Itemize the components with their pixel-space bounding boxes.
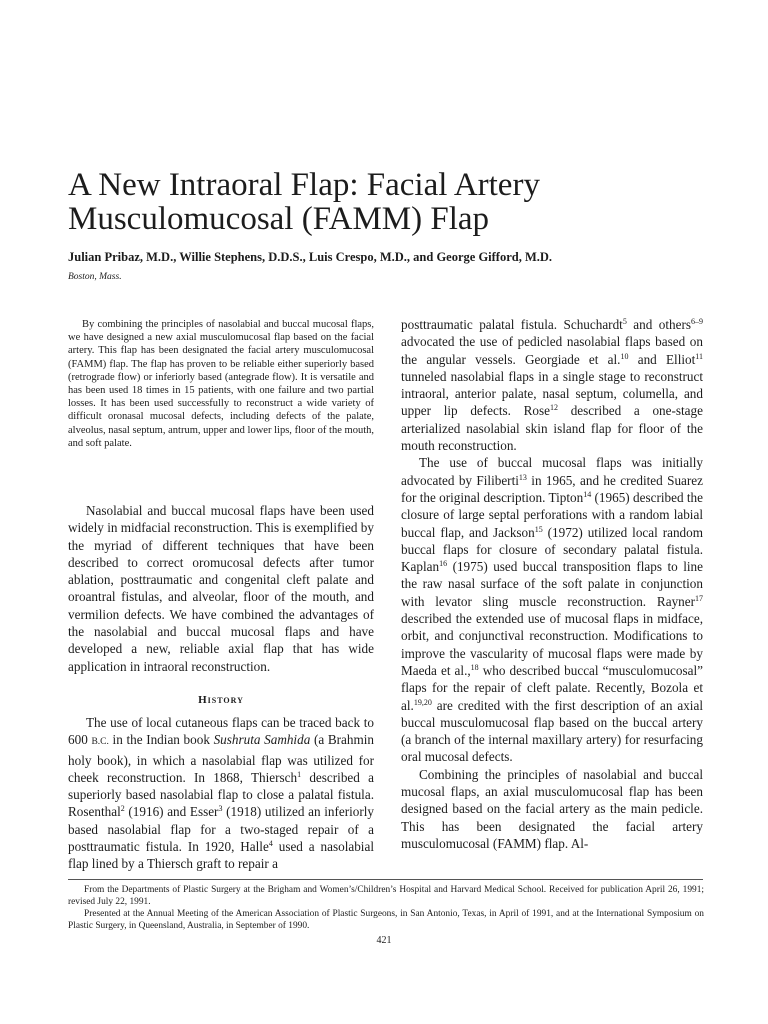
introduction bbox=[68, 502, 374, 675]
author-list: Julian Pribaz, M.D., Willie Stephens, D.D.S., Luis Crespo, M.D., and George Gifford, M.D. bbox=[68, 250, 553, 264]
reference-marker: 17 bbox=[695, 593, 703, 603]
footnotes bbox=[68, 884, 704, 932]
book-title: Sushruta Samhida bbox=[213, 732, 311, 748]
footnote-divider bbox=[68, 879, 703, 880]
reference-marker: 5 bbox=[622, 317, 627, 326]
reference-marker: 13 bbox=[518, 472, 527, 482]
right-paragraph-2: The use of buccal mucosal flaps was initially advocated by Filiberti$^{13}$ in 1965, and he credited Suarez for the original description. Tipton$^{14}$ (1965) described the closure of large septal perforations with a random labial buccal flap, and Jackson$^{15}$ (1972) utilized local random buccal flaps for closure of secondary palatal fistula. Kaplan$^{16}$ (1975) used buccal transposition flaps to line the raw nasal surface of the soft palate in conjunction with levator sling muscle reconstruction. Rayner$^{17}$ described the extended use of mucosal flaps in midface, orbit, and conjunctival reconstruction. Modifications to improve the vascularity of mucosal flaps were made by Maeda et al.,$^{18}$ who described buccal “musculomucosal” flaps for the repair of cleft palate. Recently, Bozola et al.$^{19,20}$ are credited with the first description of an axial buccal musculomucosal flap based on the buccal artery (a branch of the internal maxillary artery) for resurfacing oral mucosal defects. bbox=[401, 455, 703, 765]
reference-marker: 6–9 bbox=[691, 317, 703, 326]
right-column bbox=[401, 316, 703, 852]
right-paragraph-1: posttraumatic palatal fistula. Schuchardt$^5$ and others$^{6-9}$ advocated the use of pedicled nasolabial flaps based on the angular vessels. Georgiade et al.$^{10}$ and Elliot$^{11}$ tunneled nasolabial flaps in a single stage to reconstruct intraoral, anterior palate, nasal septum, columella, and upper lip defects. Rose$^{12}$ described a one-stage arterialized nasolabial skin island flap for floor of the mouth reconstruction. bbox=[401, 317, 703, 454]
intro-paragraph: Nasolabial and buccal mucosal flaps have been used widely in midfacial reconstruction. This is exemplified by the myriad of different techniques that have been described to correct oromucosal defects after tumor ablation, posttraumatic and congenital cleft palate and oroantral fistulas, and alveolar, floor of the mouth, and vermilion defects. We have combined the advantages of the nasolabial and buccal mucosal flaps and have developed a new, reliable axial flap that has wide application in intraoral reconstruction. bbox=[68, 503, 374, 674]
reference-marker: 1 bbox=[297, 769, 302, 779]
reference-marker: 14 bbox=[583, 489, 592, 499]
page-number: 421 bbox=[376, 935, 392, 946]
section-heading-history: History bbox=[198, 694, 244, 706]
abstract bbox=[68, 318, 374, 450]
reference-marker: 11 bbox=[695, 351, 703, 361]
abstract-text: By combining the principles of nasolabial and buccal mucosal flaps, we have designed a new axial musculomucosal flap based on the facial artery. This flap has been designated the facial artery musculomucosal (FAMM) flap. The flap has proven to be reliable either superiorly based (retrograde flow) or inferiorly based (antegrade flow). It is versatile and has been used 18 times in 15 patients, with one failure and two partial losses. It has been used successfully to reconstruct a wide variety of difficult oronasal mucosal defects, including defects of the palate, alveolus, nasal septum, antrum, upper and lower lips, floor of the mouth, and soft palate. bbox=[68, 319, 374, 449]
article-title bbox=[68, 168, 708, 236]
reference-marker: 12 bbox=[550, 403, 559, 413]
reference-marker: 15 bbox=[534, 524, 543, 534]
reference-marker: 4 bbox=[268, 839, 273, 849]
reference-marker: 2 bbox=[120, 804, 125, 814]
history-paragraph: The use of local cutaneous flaps can be traced back to 600 B.C. in the Indian book Sushruta Samhida (a Brahmin holy book), in which a nasolabial flap was utilized for cheek reconstruction. In 1868, Thiersch$^1$ described a superiorly based nasolabial flap to close a palatal fistula. Rosenthal$^2$ (1916) and Esser$^3$ (1918) utilized an inferiorly based nasolabial flap for a two-staged repair of a posttraumatic fistula. In 1920, Halle$^4$ used a nasolabial flap lined by a Thiersch graft to repair a bbox=[68, 715, 374, 872]
reference-marker: 18 bbox=[470, 662, 479, 672]
reference-marker: 3 bbox=[218, 804, 223, 814]
footnote-affiliation: From the Departments of Plastic Surgery at the Brigham and Women’s/Children’s Hospital and Harvard Medical School. Received for publication April 26, 1991; revised July 22, 1991. bbox=[68, 885, 704, 907]
history-section bbox=[68, 714, 374, 873]
reference-marker: 10 bbox=[620, 351, 629, 361]
reference-marker: 16 bbox=[439, 559, 448, 569]
author-location: Boston, Mass. bbox=[68, 272, 122, 282]
right-paragraph-3: Combining the principles of nasolabial and buccal mucosal flaps, an axial musculomucosal flap has been designed based on the facial artery as the main pedicle. This has been designated the facial artery musculomucosal (FAMM) flap. Al- bbox=[401, 766, 703, 851]
title-line-2: Musculomucosal (FAMM) Flap bbox=[68, 201, 490, 237]
footnote-presentation: Presented at the Annual Meeting of the American Association of Plastic Surgeons, in San Antonio, Texas, in April of 1991, and at the International Symposium on Plastic Surgery, in Queensland, Australia, in September of 1990. bbox=[68, 909, 704, 931]
title-line-1: A New Intraoral Flap: Facial Artery bbox=[68, 167, 540, 203]
reference-marker: 19,20 bbox=[413, 697, 432, 707]
